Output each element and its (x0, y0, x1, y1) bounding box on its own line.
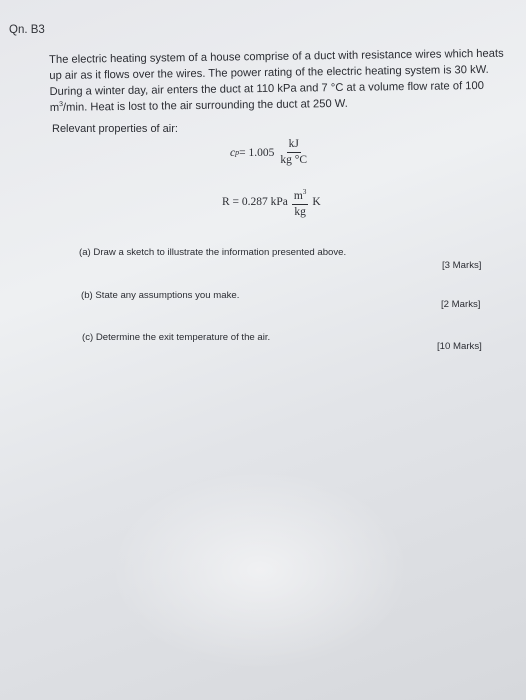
r-unit-tail: K (312, 196, 321, 209)
cp-symbol: c (230, 146, 236, 159)
r-value: R = 0.287 kPa (222, 196, 288, 209)
problem-line-1: The electric heating system of a house comprise of a duct with resistance wires which heats (49, 47, 504, 66)
r-unit-denominator: kg (294, 205, 306, 218)
r-unit-fraction (292, 186, 308, 219)
part-a-marks: [3 Marks] (442, 260, 482, 271)
problem-line-4-unit-base: m (49, 101, 60, 114)
part-b-text: (b) State any assumptions you make. (81, 290, 240, 301)
r-unit-numerator-exponent: 3 (302, 188, 307, 196)
r-unit-numerator (292, 186, 308, 205)
cp-unit-numerator: kJ (287, 138, 301, 153)
cp-unit-fraction (278, 138, 309, 167)
problem-line-2: up air as it flows over the wires. The power rating of the electric heating system is 30 kW. (49, 63, 489, 82)
cp-subscript: p (235, 148, 240, 157)
part-c-text: (c) Determine the exit temperature of the air. (82, 332, 271, 343)
cp-value: = 1.005 (239, 146, 275, 159)
r-unit-numerator-base: m (293, 189, 303, 202)
problem-statement (49, 46, 505, 116)
properties-label: Relevant properties of air: (52, 123, 178, 135)
question-number: Qn. B3 (9, 24, 45, 36)
cp-unit-denominator: kg °C (280, 154, 308, 166)
problem-line-4-unit-exponent: 3 (59, 101, 64, 109)
part-c-marks: [10 Marks] (437, 341, 482, 352)
problem-line-3: During a winter day, air enters the duct at 110 kPa and 7 °C at a volume flow rate of 100 (49, 79, 485, 98)
r-equation (222, 186, 321, 219)
problem-line-4: /min. Heat is lost to the air surrounding the duct at 250 W. (62, 97, 348, 114)
part-b-marks: [2 Marks] (441, 299, 481, 310)
part-a-text: (a) Draw a sketch to illustrate the information presented above. (79, 247, 347, 258)
cp-equation (230, 138, 313, 167)
